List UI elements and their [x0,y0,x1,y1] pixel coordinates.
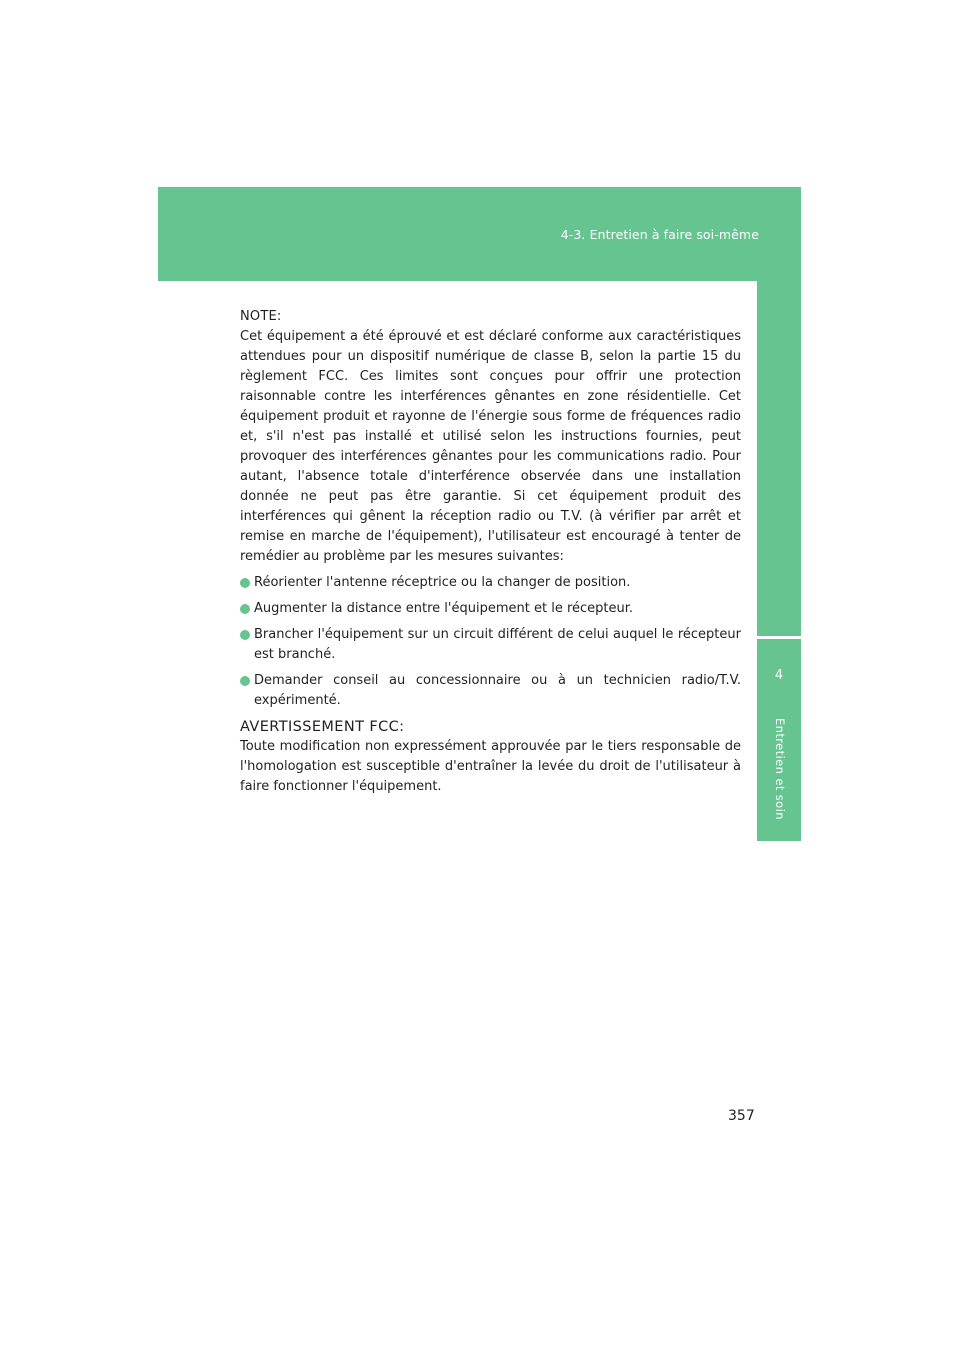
list-item [240,599,741,619]
page-number: 357 [728,1108,755,1124]
warning-paragraph: Toute modification non expressément approuvée par le tiers responsable de l'homologation est susceptible d'entraîner la levée du droit de l'utilisateur à faire fonctionner l'équipement. [240,739,741,794]
note-heading: NOTE: [240,309,282,324]
note-paragraph: Cet équipement a été éprouvé et est déclaré conforme aux caractéristiques attendues pour un dispositif numérique de classe B, selon la partie 15 du règlement FCC. Ces limites sont conçues pour offrir une protection raisonnable contre les interférences gênantes en zone résidentielle. Cet équipement produit et rayonne de l'énergie sous forme de fréquences radio et, s'il n'est pas installé et utilisé selon les instructions fournies, peut provoquer des interférences gênantes pour les communications radio. Pour autant, l'absence totale d'interférence observée dans une installation donnée ne peut pas être garantie. Si cet équipement produit des interférences qui gênent la réception radio ou T.V. (à vérifier par arrêt et remise en marche de l'équipement), l'utilisateur est encouragé à tenter de remédier au problème par les mesures suivantes: [240,329,741,564]
measures-list [240,573,741,711]
bullet-icon [240,578,250,588]
bullet-icon [240,630,250,640]
chapter-side-tab[interactable] [757,281,801,841]
page-content [240,307,741,797]
bullet-icon [240,604,250,614]
list-item [240,671,741,711]
list-item-text: Brancher l'équipement sur un circuit différent de celui auquel le récepteur est branché. [254,627,741,662]
bullet-icon [240,676,250,686]
list-item-text: Demander conseil au concessionnaire ou à un technicien radio/T.V. expérimenté. [254,673,741,708]
list-item [240,625,741,665]
warning-heading: AVERTISSEMENT FCC: [240,719,405,735]
chapter-number: 4 [774,668,784,683]
side-tab-divider [757,636,801,639]
header-band [158,187,801,281]
section-title: 4-3. Entretien à faire soi-même [560,227,759,242]
list-item-text: Augmenter la distance entre l'équipement et le récepteur. [254,601,634,616]
list-item [240,573,741,593]
list-item-text: Réorienter l'antenne réceptrice ou la changer de position. [254,575,631,590]
chapter-title: Entretien et soin [773,718,787,820]
